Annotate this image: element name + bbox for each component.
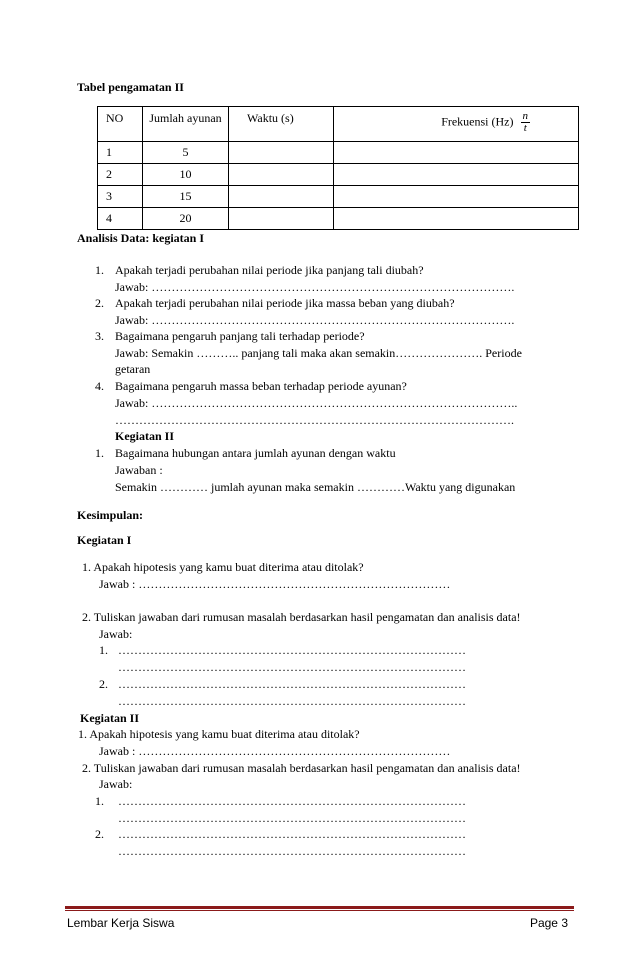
cell-frekuensi — [334, 186, 579, 208]
cell-waktu — [229, 186, 334, 208]
cell-waktu — [229, 142, 334, 164]
table-row — [98, 142, 579, 164]
footer-page-number: Page 3 — [529, 916, 568, 930]
q1-text: Apakah terjadi perubahan nilai periode jika panjang tali diubah? — [115, 263, 424, 277]
kesimpulan-k2-line-1-number: 1. — [95, 794, 104, 808]
kesimpulan-k2-q2: 2. Tuliskan jawaban dari rumusan masalah berdasarkan hasil pengamatan dan analisis data! — [82, 761, 521, 775]
cell-frekuensi — [334, 208, 579, 230]
cell-waktu — [229, 164, 334, 186]
kesimpulan-heading: Kesimpulan: — [77, 508, 144, 522]
q4-answer-cont: ………………………………………………………………………………………. — [115, 413, 514, 427]
header-no: NO — [98, 107, 143, 142]
cell-no: 1 — [98, 142, 143, 164]
cell-frekuensi — [334, 142, 579, 164]
table-header-row — [98, 107, 579, 142]
kesimpulan-k2-q2-answer-label: Jawab: — [99, 777, 133, 791]
kesimpulan-k1-q2: 2. Tuliskan jawaban dari rumusan masalah berdasarkan hasil pengamatan dan analisis data! — [82, 610, 521, 624]
q4-answer: Jawab: ……………………………………………………………………………….. — [115, 396, 518, 410]
header-waktu: Waktu (s) — [229, 107, 334, 142]
kesimpulan-k2-q1: 1. Apakah hipotesis yang kamu buat diterima atau ditolak? — [78, 727, 360, 741]
q2-text: Apakah terjadi perubahan nilai periode jika massa beban yang diubah? — [115, 296, 455, 310]
cell-no: 3 — [98, 186, 143, 208]
q3-answer: Jawab: Semakin ……….. panjang tali maka akan semakin…………………. Periode — [115, 346, 522, 360]
cell-waktu — [229, 208, 334, 230]
kesimpulan-k1-line-2-number: 2. — [99, 677, 108, 691]
kesimpulan-k2-line-1: …………………………………………………………………………… — [118, 794, 466, 808]
kesimpulan-k1-line-1b: …………………………………………………………………………… — [118, 660, 466, 674]
cell-jumlah: 10 — [143, 164, 229, 186]
observation-table — [97, 106, 579, 230]
footer-left-text: Lembar Kerja Siswa — [67, 916, 175, 930]
k2-q1-answer: Semakin ………… jumlah ayunan maka semakin …………Waktu yang digunakan — [115, 480, 516, 494]
table-title: Tabel pengamatan II — [77, 80, 184, 94]
kesimpulan-k1-line-2: …………………………………………………………………………… — [118, 677, 466, 691]
kesimpulan-k2-line-2-number: 2. — [95, 827, 104, 841]
footer-rule-thin — [65, 910, 574, 911]
footer-rule-thick — [65, 906, 574, 909]
cell-jumlah: 5 — [143, 142, 229, 164]
q1-number: 1. — [95, 263, 104, 277]
q4-text: Bagaimana pengaruh massa beban terhadap periode ayunan? — [115, 379, 407, 393]
q2-answer: Jawab: ………………………………………………………………………………. — [115, 313, 515, 327]
q3-text: Bagaimana pengaruh panjang tali terhadap periode? — [115, 329, 365, 343]
kesimpulan-k1-line-1-number: 1. — [99, 643, 108, 657]
kesimpulan-kegiatan-i-heading: Kegiatan I — [77, 533, 132, 547]
cell-no: 2 — [98, 164, 143, 186]
k2-q1-number: 1. — [95, 446, 104, 460]
q1-answer: Jawab: ………………………………………………………………………………. — [115, 280, 515, 294]
kesimpulan-k1-line-1: …………………………………………………………………………… — [118, 643, 466, 657]
cell-jumlah: 20 — [143, 208, 229, 230]
analisis-heading: Analisis Data: kegiatan I — [77, 231, 205, 245]
table-row — [98, 208, 579, 230]
kesimpulan-k2-line-2: …………………………………………………………………………… — [118, 827, 466, 841]
q4-number: 4. — [95, 379, 104, 393]
fraction-numerator: n — [522, 110, 528, 122]
kesimpulan-k1-q2-answer-label: Jawab: — [99, 627, 133, 641]
table-row — [98, 186, 579, 208]
cell-no: 4 — [98, 208, 143, 230]
q2-number: 2. — [95, 296, 104, 310]
cell-frekuensi — [334, 164, 579, 186]
header-frekuensi-label: Frekuensi (Hz) — [441, 114, 514, 129]
q3-number: 3. — [95, 329, 104, 343]
kesimpulan-k1-line-2b: …………………………………………………………………………… — [118, 694, 466, 708]
kesimpulan-k1-q1-answer: Jawab : …………………………………………………………………… — [99, 577, 451, 591]
k2-q1-text: Bagaimana hubungan antara jumlah ayunan dengan waktu — [115, 446, 396, 460]
analisis-kegiatan-ii-heading: Kegiatan II — [115, 429, 175, 443]
table-row — [98, 164, 579, 186]
header-frekuensi — [334, 107, 579, 142]
kesimpulan-kegiatan-ii-heading: Kegiatan II — [80, 711, 140, 725]
kesimpulan-k2-line-2b: …………………………………………………………………………… — [118, 844, 466, 858]
frequency-fraction — [521, 111, 531, 134]
kesimpulan-k2-line-1b: …………………………………………………………………………… — [118, 811, 466, 825]
kesimpulan-k2-q1-answer: Jawab : …………………………………………………………………… — [99, 744, 451, 758]
fraction-denominator: t — [523, 122, 527, 134]
cell-jumlah: 15 — [143, 186, 229, 208]
header-jumlah-ayunan: Jumlah ayunan — [143, 107, 229, 142]
q3-answer-cont: getaran — [115, 362, 151, 376]
k2-q1-answer-label: Jawaban : — [115, 463, 163, 477]
kesimpulan-k1-q1: 1. Apakah hipotesis yang kamu buat diterima atau ditolak? — [82, 560, 364, 574]
